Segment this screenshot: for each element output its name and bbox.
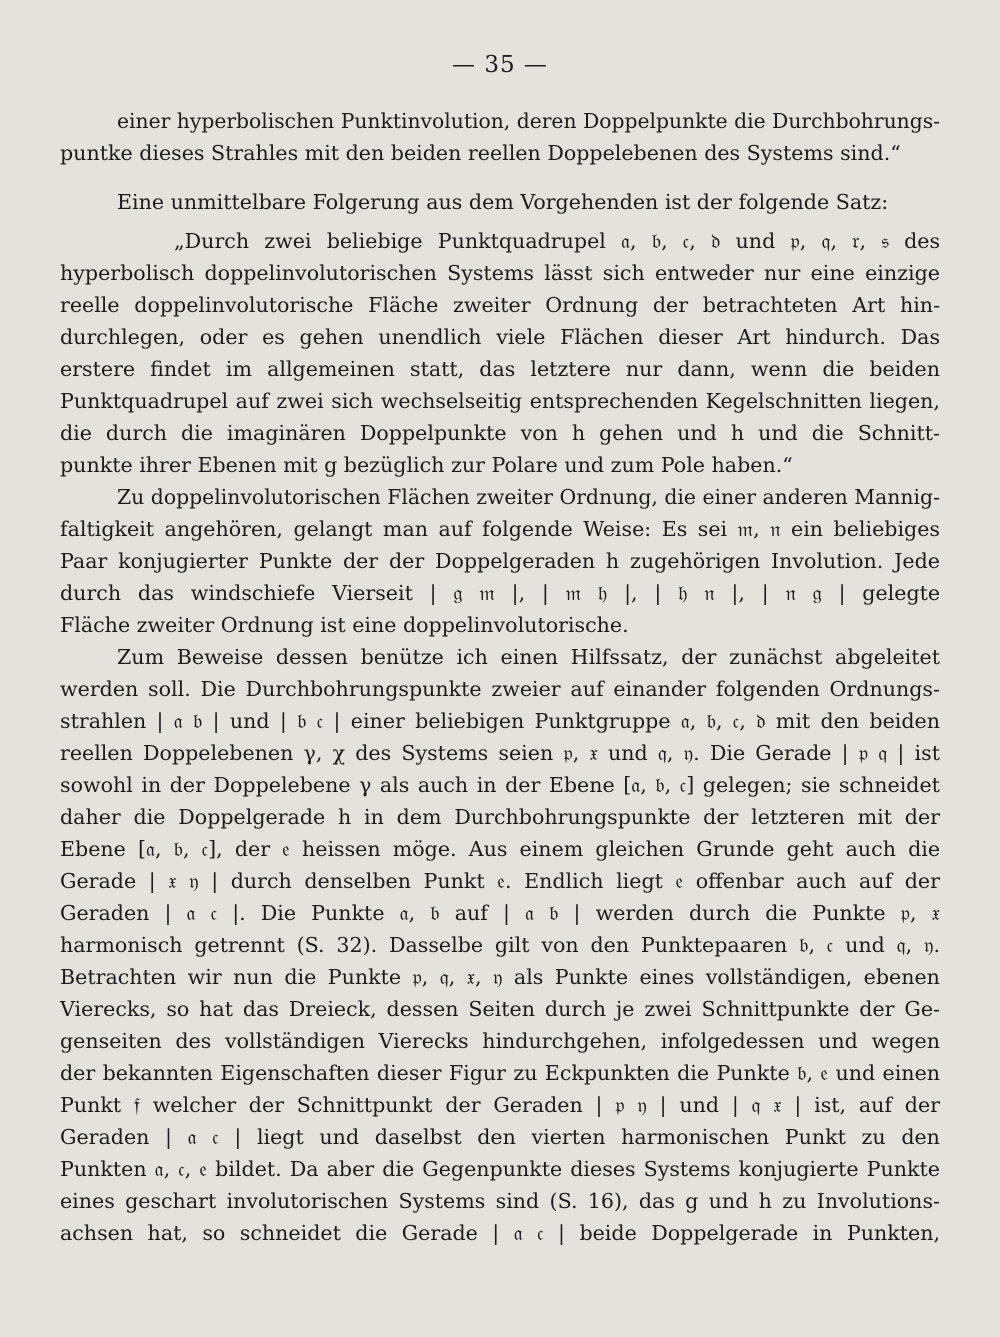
text-line: durchlegen, oder es gehen unendlich viele Flächen dieser Art hindurch. Das: [60, 325, 941, 349]
text-line: Gerade | 𝔵 𝔶 | durch denselben Punkt 𝔢. Endlich liegt 𝔢 offenbar auch auf der: [60, 869, 940, 893]
text-line: Vierecks, so hat das Dreieck, dessen Seiten durch je zwei Schnittpunkte der Ge-: [60, 997, 941, 1021]
text-line: hyperbolisch doppelinvolutorischen Systems lässt sich entweder nur eine einzige: [60, 261, 940, 285]
text-line: harmonisch getrennt (S. 32). Dasselbe gilt von den Punktepaaren 𝔟, 𝔠 und 𝔮, 𝔶.: [60, 933, 941, 957]
text-line: der bekannten Eigenschaften dieser Figur zu Eckpunkten die Punkte 𝔟, 𝔢 und einen: [60, 1061, 941, 1085]
text-line: Paar konjugierter Punkte der der Doppelgeraden h zugehörigen Involution. Jede: [60, 549, 940, 573]
text-line: achsen hat, so schneidet die Gerade | 𝔞 𝔠 | beide Doppelgerade in Punkten,: [60, 1221, 941, 1245]
text-line: daher die Doppelgerade h in dem Durchbohrungspunkte der letzteren mit der: [60, 805, 941, 829]
text-line: Ebene [𝔞, 𝔟, 𝔠], der 𝔢 heissen möge. Aus einem gleichen Grunde geht auch die: [60, 837, 941, 861]
text-line: genseiten des vollständigen Vierecks hindurchgehen, infolgedessen und wegen: [60, 1029, 940, 1053]
text-line: reelle doppelinvolutorische Fläche zweiter Ordnung der betrachteten Art hin-: [60, 293, 941, 317]
text-line: Punkten 𝔞, 𝔠, 𝔢 bildet. Da aber die Gegenpunkte dieses Systems konjugierte Punkte: [60, 1157, 940, 1181]
text-line: punkte ihrer Ebenen mit g bezüglich zur Polare und zum Pole haben.“: [60, 453, 793, 477]
text-line: sowohl in der Doppelebene γ als auch in der Ebene [𝔞, 𝔟, 𝔠] gelegen; sie schneidet: [60, 773, 940, 797]
text-line: Eine unmittelbare Folgerung aus dem Vorgehenden ist der folgende Satz:: [117, 190, 889, 214]
text-line: Zum Beweise dessen benütze ich einen Hilfssatz, der zunächst abgeleitet: [117, 645, 940, 669]
text-line: durch das windschiefe Vierseit | 𝔤 𝔪 |, | 𝔪 𝔥 |, | 𝔥 𝔫 |, | 𝔫 𝔤 | gelegte: [60, 581, 941, 605]
text-line: Betrachten wir nun die Punkte 𝔭, 𝔮, 𝔵, 𝔶 als Punkte eines vollständigen, ebenen: [60, 965, 940, 989]
text-line: reellen Doppelebenen γ, χ des Systems seien 𝔭, 𝔵 und 𝔮, 𝔶. Die Gerade | 𝔭 𝔮 | ist: [60, 741, 940, 765]
text-line: einer hyperbolischen Punktinvolution, deren Doppelpunkte die Durchbohrungs-: [117, 109, 941, 133]
text-line: „Durch zwei beliebige Punktquadrupel 𝔞, 𝔟, 𝔠, 𝔡 und 𝔭, 𝔮, 𝔯, 𝔰 des: [174, 229, 941, 253]
text-line: Punktquadrupel auf zwei sich wechselseitig entsprechenden Kegelschnitten liegen,: [60, 389, 940, 413]
text-line: Zu doppelinvolutorischen Flächen zweiter Ordnung, die einer anderen Mannig-: [117, 485, 940, 509]
text-line: strahlen | 𝔞 𝔟 | und | 𝔟 𝔠 | einer beliebigen Punktgruppe 𝔞, 𝔟, 𝔠, 𝔡 mit den beiden: [60, 709, 940, 733]
text-line: eines geschart involutorischen Systems sind (S. 16), das g und h zu Involutions-: [60, 1189, 940, 1213]
page-number: — 35 —: [452, 52, 548, 78]
text-line: Fläche zweiter Ordnung ist eine doppelinvolutorische.: [60, 613, 629, 637]
text-line: werden soll. Die Durchbohrungspunkte zweier auf einander folgenden Ordnungs-: [60, 677, 940, 701]
text-line: Geraden | 𝔞 𝔠 |. Die Punkte 𝔞, 𝔟 auf | 𝔞 𝔟 | werden durch die Punkte 𝔭, 𝔵: [60, 901, 941, 925]
text-line: puntke dieses Strahles mit den beiden reellen Doppelebenen des Systems sind.“: [60, 141, 901, 165]
text-line: faltigkeit angehören, gelangt man auf folgende Weise: Es sei 𝔪, 𝔫 ein beliebiges: [60, 517, 940, 541]
text-line: erstere findet im allgemeinen statt, das letztere nur dann, wenn die beiden: [60, 357, 940, 381]
text-line: Geraden | 𝔞 𝔠 | liegt und daselbst den vierten harmonischen Punkt zu den: [60, 1125, 940, 1149]
text-line: die durch die imaginären Doppelpunkte von h gehen und h und die Schnitt-: [60, 421, 940, 445]
text-line: Punkt 𝔣 welcher der Schnittpunkt der Geraden | 𝔭 𝔶 | und | 𝔮 𝔵 | ist, auf der: [60, 1093, 941, 1117]
